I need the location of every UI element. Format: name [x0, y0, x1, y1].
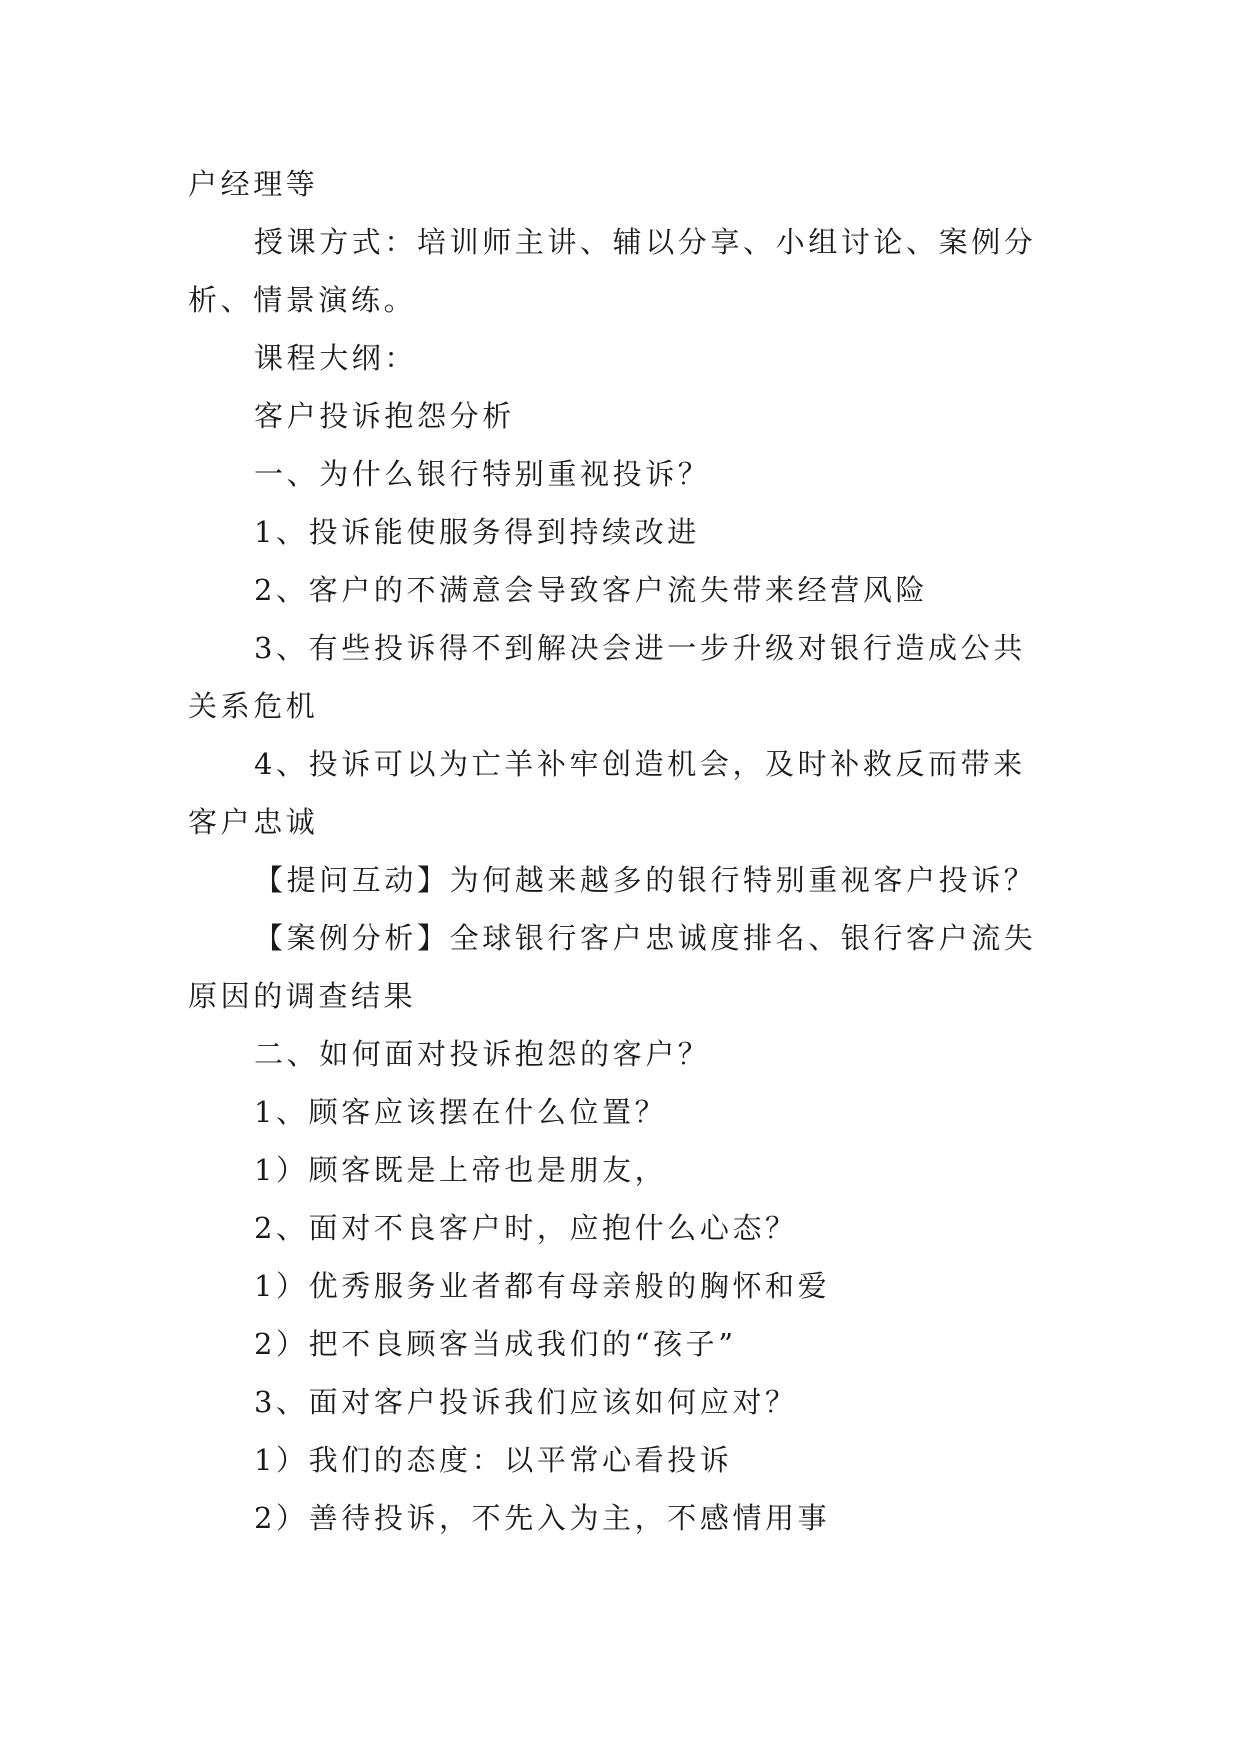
subsection-heading: 一、为什么银行特别重视投诉？	[254, 457, 711, 491]
list-item: 2）把不良顾客当成我们的“孩子”	[254, 1327, 737, 1361]
text-line: 原因的调查结果	[188, 979, 417, 1013]
interaction-note: 【提问互动】为何越来越多的银行特别重视客户投诉？	[254, 863, 1037, 897]
subsection-heading: 二、如何面对投诉抱怨的客户？	[254, 1037, 711, 1071]
section-heading: 课程大纲：	[254, 341, 418, 375]
list-item: 4、投诉可以为亡羊补牢创造机会，及时补救反而带来	[254, 747, 1026, 781]
case-analysis-note: 【案例分析】全球银行客户忠诚度排名、银行客户流失	[254, 921, 1037, 955]
list-item: 2、客户的不满意会导致客户流失带来经营风险	[254, 573, 929, 607]
list-item: 1）我们的态度：以平常心看投诉	[254, 1443, 733, 1477]
list-item: 1、投诉能使服务得到持续改进	[254, 515, 700, 549]
section-heading: 客户投诉抱怨分析	[254, 399, 515, 433]
list-item: 1、顾客应该摆在什么位置？	[254, 1095, 668, 1129]
list-item: 2、面对不良客户时，应抱什么心态？	[254, 1211, 798, 1245]
text-line: 析、情景演练。	[188, 283, 417, 317]
text-line: 客户忠诚	[188, 805, 319, 839]
text-line: 授课方式：培训师主讲、辅以分享、小组讨论、案例分	[254, 225, 1037, 259]
list-item: 1）顾客既是上帝也是朋友，	[254, 1153, 668, 1187]
text-line: 户经理等	[188, 167, 319, 201]
list-item: 3、面对客户投诉我们应该如何应对？	[254, 1385, 798, 1419]
document-body	[188, 155, 1068, 1547]
text-line: 关系危机	[188, 689, 319, 723]
list-item: 1）优秀服务业者都有母亲般的胸怀和爱	[254, 1269, 831, 1303]
list-item: 2）善待投诉，不先入为主，不感情用事	[254, 1501, 831, 1535]
list-item: 3、有些投诉得不到解决会进一步升级对银行造成公共	[254, 631, 1026, 665]
